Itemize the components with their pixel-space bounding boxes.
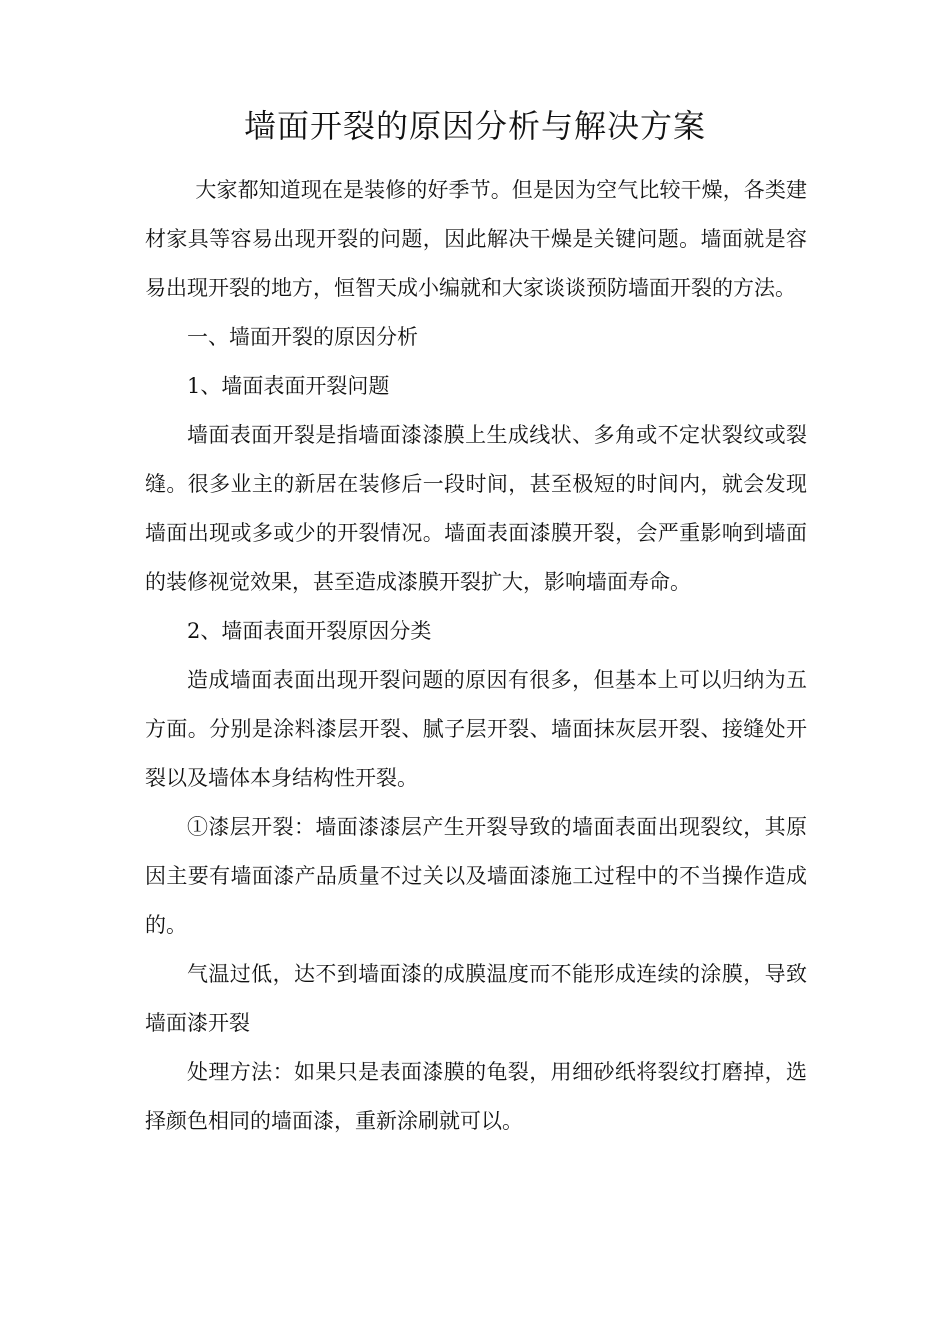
document-title: 墙面开裂的原因分析与解决方案 xyxy=(243,107,706,145)
subsection-heading-cause-categories: 2、墙面表面开裂原因分类 xyxy=(187,619,432,643)
section-heading-causes: 一、墙面开裂的原因分析 xyxy=(187,325,418,349)
surface-cracking-paragraph: 墙面表面开裂是指墙面漆漆膜上生成线状、多角或不定状裂纹或裂缝。很多业主的新居在装修后一段时间，甚至极短的时间内，就会发现墙面出现或多或少的开裂情况。墙面表面漆膜开裂，会严重影响到墙面的装修视觉效果，甚至造成漆膜开裂扩大，影响墙面寿命。 xyxy=(145,423,807,594)
intro-paragraph: 大家都知道现在是装修的好季节。但是因为空气比较干燥，各类建材家具等容易出现开裂的问题，因此解决干燥是关键问题。墙面就是容易出现开裂的地方，恒智天成小编就和大家谈谈预防墙面开裂的方法。 xyxy=(145,178,807,300)
low-temperature-paragraph: 气温过低，达不到墙面漆的成膜温度而不能形成连续的涂膜，导致墙面漆开裂 xyxy=(145,962,807,1035)
treatment-method-paragraph: 处理方法：如果只是表面漆膜的龟裂，用细砂纸将裂纹打磨掉，选择颜色相同的墙面漆，重新涂刷就可以。 xyxy=(145,1060,807,1133)
cause-categories-paragraph: 造成墙面表面出现开裂问题的原因有很多，但基本上可以归纳为五方面。分别是涂料漆层开裂、腻子层开裂、墙面抹灰层开裂、接缝处开裂以及墙体本身结构性开裂。 xyxy=(145,668,807,790)
subsection-heading-surface-cracking: 1、墙面表面开裂问题 xyxy=(187,374,390,398)
document-body xyxy=(145,166,807,1146)
paint-layer-cracking-paragraph: ①漆层开裂：墙面漆漆层产生开裂导致的墙面表面出现裂纹，其原因主要有墙面漆产品质量不过关以及墙面漆施工过程中的不当操作造成的。 xyxy=(145,815,807,937)
